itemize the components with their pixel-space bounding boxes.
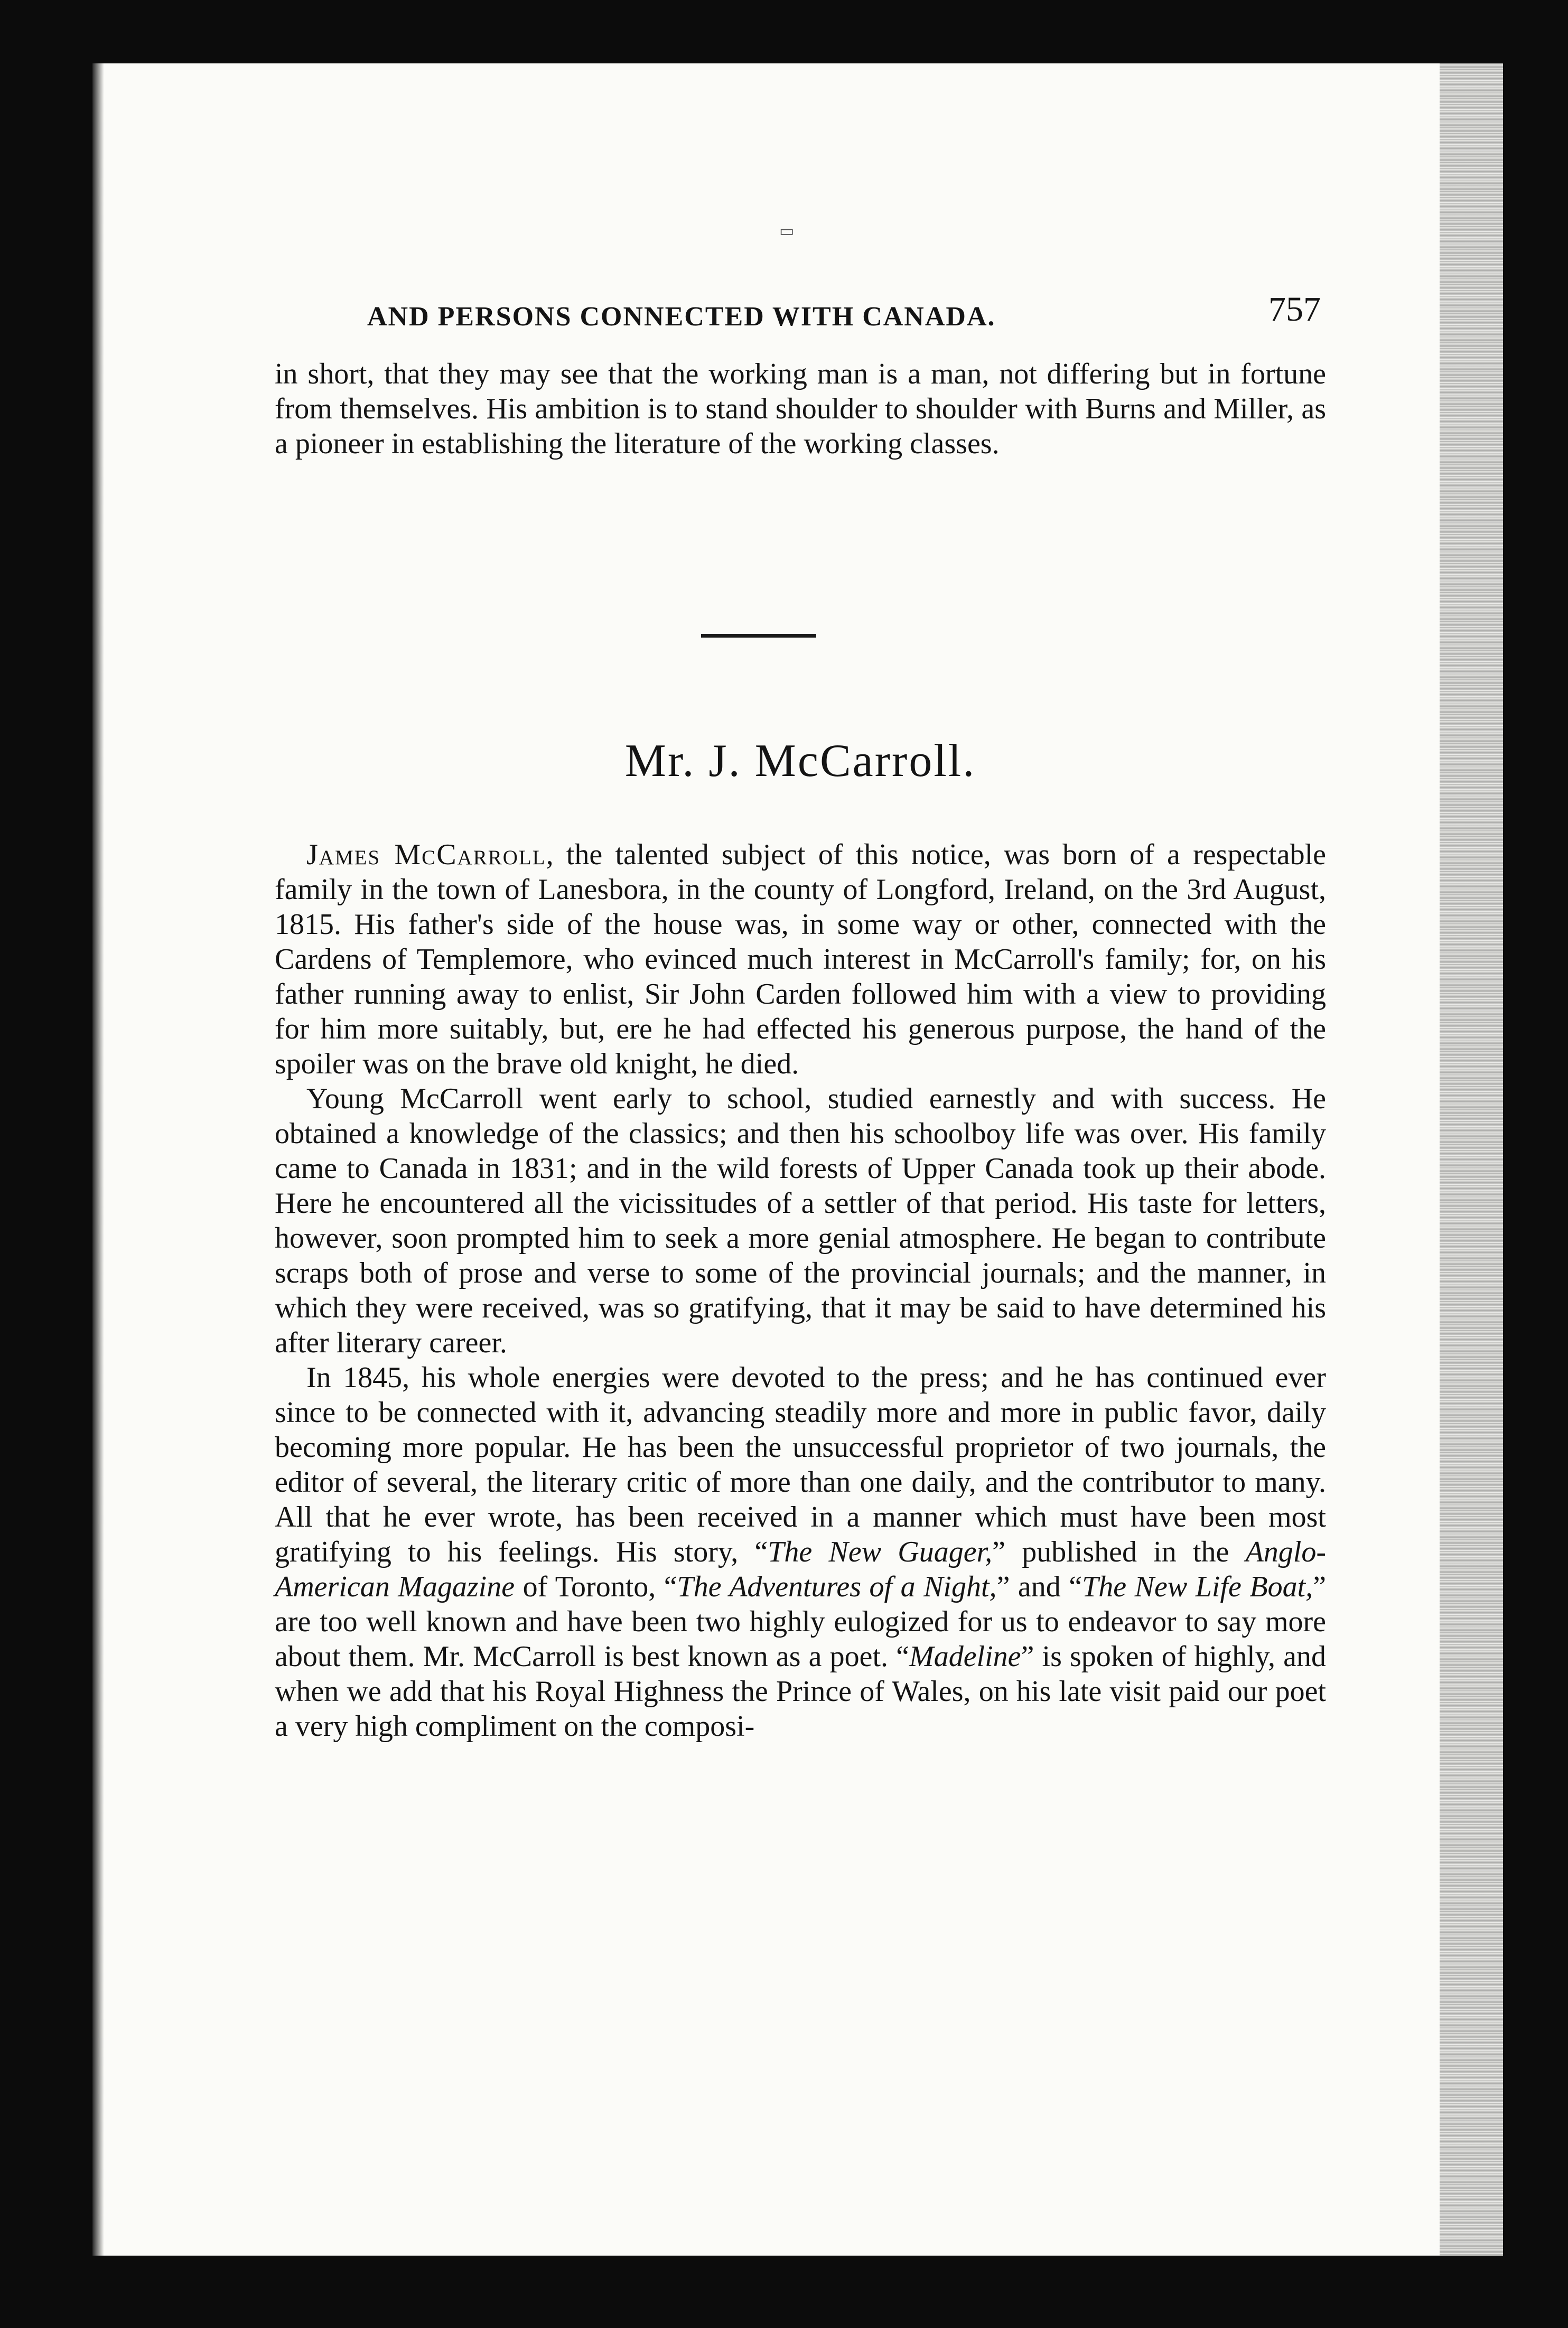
article-body xyxy=(275,837,1326,1744)
book-page xyxy=(92,63,1503,2256)
magazine-title: Anglo-American Magazine xyxy=(275,1536,1326,1603)
paragraph-1 xyxy=(275,837,1326,1081)
paragraph-3-text-d: ” and “ xyxy=(996,1570,1082,1603)
page-header xyxy=(272,285,1321,343)
paragraph-3-text-a: In 1845, his whole energies were devoted to the press; and he has continued ever since to be connected with it, advancing steadily more and more in public favor, daily becoming more popular. He has been the unsuccessful proprietor of two journals, the editor of several, the literary critic of more than one daily, and the contributor to many. All that he ever wrote, has been received in a manner which must have been most gratifying to his feelings. His story, “ xyxy=(275,1361,1326,1568)
lead-name: James McCarroll xyxy=(306,838,546,871)
page-gutter-shadow xyxy=(92,63,104,2256)
paragraph-3-text-f: ” is spoken of highly, and when we add that his Royal Highness the Prince of Wales, on his late visit paid our poet a very high compliment on the composi- xyxy=(275,1640,1327,1743)
running-head: AND PERSONS CONNECTED WITH CANADA. xyxy=(367,302,996,332)
paragraph-3-text-b: ” published in the xyxy=(992,1536,1246,1568)
continuation-text xyxy=(275,357,1326,461)
paragraph-3 xyxy=(275,1360,1326,1744)
section-divider xyxy=(701,634,816,638)
page-number: 757 xyxy=(1268,290,1321,329)
paragraph-2: Young McCarroll went early to school, studied earnestly and with success. He obtained a knowledge of the classics; and then his schoolboy life was over. His family came to Canada in 1831; and in the wild forests of Upper Canada took up their abode. Here he encountered all the vicissitudes of a settler of that period. His taste for letters, however, soon prompted him to seek a more genial atmosphere. He began to contribute scraps both of prose and verse to some of the provincial journals; and the manner, in which they were received, was so gratifying, that it may be said to have determined his after literary career. xyxy=(275,1082,1326,1359)
story-title-1: The New Guager, xyxy=(768,1536,993,1568)
paragraph-1-text: , the talented subject of this notice, was born of a respectable family in the town of Lanesbora, in the county of Longford, Ireland, on the 3rd August, 1815. His father's side of the house was, in some way or other, connected with the Cardens of Templemore, who evinced much interest in McCarroll's family; for, on his father running away to enlist, Sir John Carden followed him with a view to providing for him more suitably, but, ere he had effected his generous purpose, the hand of the spoiler was on the brave old knight, he died. xyxy=(275,838,1326,1080)
stray-mark: ▭ xyxy=(779,222,795,240)
poem-title: Madeline xyxy=(909,1640,1021,1673)
story-title-2: The Adventures of a Night, xyxy=(677,1570,997,1603)
article-title: Mr. J. McCarroll. xyxy=(624,735,976,787)
page-edge-texture xyxy=(1440,63,1503,2256)
story-title-3: The New Life Boat, xyxy=(1082,1570,1313,1603)
continuation-paragraph: in short, that they may see that the working man is a man, not differing but in fortune from themselves. His ambition is to stand shoulder to shoulder with Burns and Miller, as a pioneer in establishing the literature of the working classes. xyxy=(275,358,1326,460)
paragraph-3-text-c: of Toronto, “ xyxy=(515,1570,677,1603)
paragraph-3-text-e: ” are too well known and have been two highly eulogized for us to endeavor to say more about them. Mr. McCarroll is best known as a poet. “ xyxy=(275,1570,1326,1673)
